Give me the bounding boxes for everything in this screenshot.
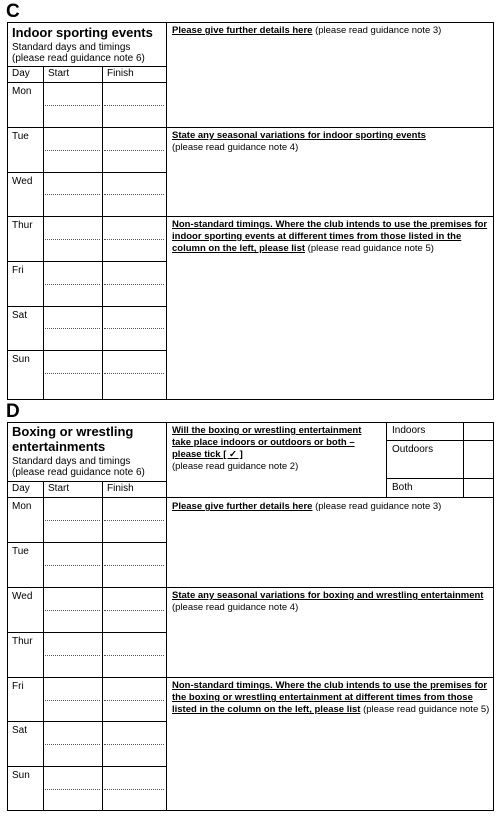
section-c-title: Indoor sporting events [12,25,153,40]
section-c-box [7,22,494,400]
section-d-day-sun: Sun [12,770,30,781]
section-c-col-day: Day [12,68,30,79]
section-c-col-start: Start [48,68,70,79]
section-c-further-details[interactable]: Please give further details here (please read guidance note 3) [172,25,442,36]
section-d-location-question: Will the boxing or wrestling entertainment take place indoors or outdoors or both – please tick [ ✓ ] (please read guidance note 2) [172,425,362,472]
section-d-option-indoors: Indoors [392,425,426,436]
section-d-day-mon: Mon [12,501,32,512]
section-d-col-finish: Finish [107,483,134,494]
section-d-both-tickbox[interactable] [464,479,493,496]
section-c-day-thur: Thur [12,220,33,231]
section-d-seasonal-variations[interactable]: State any seasonal variations for boxing and wrestling entertainment (please read guidance note 4) [172,590,484,613]
section-d-day-tue: Tue [12,546,29,557]
section-d-title-line1: Boxing or wrestling [12,424,134,439]
section-d-guidance: (please read guidance note 6) [12,467,145,478]
section-c-day-tue: Tue [12,131,29,142]
section-d-option-both: Both [392,482,413,493]
section-d-col-day: Day [12,483,30,494]
section-d-day-fri: Fri [12,681,24,692]
section-c-col-finish: Finish [107,68,134,79]
section-d-subtitle: Standard days and timings [12,456,131,467]
section-c-letter: C [6,1,20,22]
section-c-day-wed: Wed [12,176,33,187]
section-d-day-thur: Thur [12,636,33,647]
section-d-divider [166,422,167,811]
section-c-divider [166,22,167,400]
section-c-guidance: (please read guidance note 6) [12,53,145,64]
section-d-indoors-tickbox[interactable] [464,423,493,439]
section-d-letter: D [6,401,20,422]
section-c-day-sat: Sat [12,310,28,321]
section-d-non-standard-timings[interactable]: Non-standard timings. Where the club intends to use the premises for the boxing or wrestling entertainment at different times from those listed in the column on the left, please list (please read guidance note 5) [172,680,490,715]
section-c-non-standard-timings[interactable]: Non-standard timings. Where the club intends to use the premises for indoor sporting events at different times from those listed in the column on the left, please list (please read guidance note 5) [172,219,488,254]
section-d-option-outdoors: Outdoors [392,444,434,455]
section-c-seasonal-variations[interactable]: State any seasonal variations for indoor sporting events (please read guidance note 4) [172,130,426,153]
section-d-day-wed: Wed [12,591,33,602]
section-d-day-sat: Sat [12,725,28,736]
section-d-col-start: Start [48,483,70,494]
section-c-day-sun: Sun [12,354,30,365]
section-d-outdoors-tickbox[interactable] [464,441,493,477]
section-c-subtitle: Standard days and timings [12,42,131,53]
section-c-day-mon: Mon [12,86,32,97]
section-d-further-details[interactable]: Please give further details here (please read guidance note 3) [172,501,442,512]
section-c-day-fri: Fri [12,265,24,276]
section-d-title-line2: entertainments [12,439,106,454]
